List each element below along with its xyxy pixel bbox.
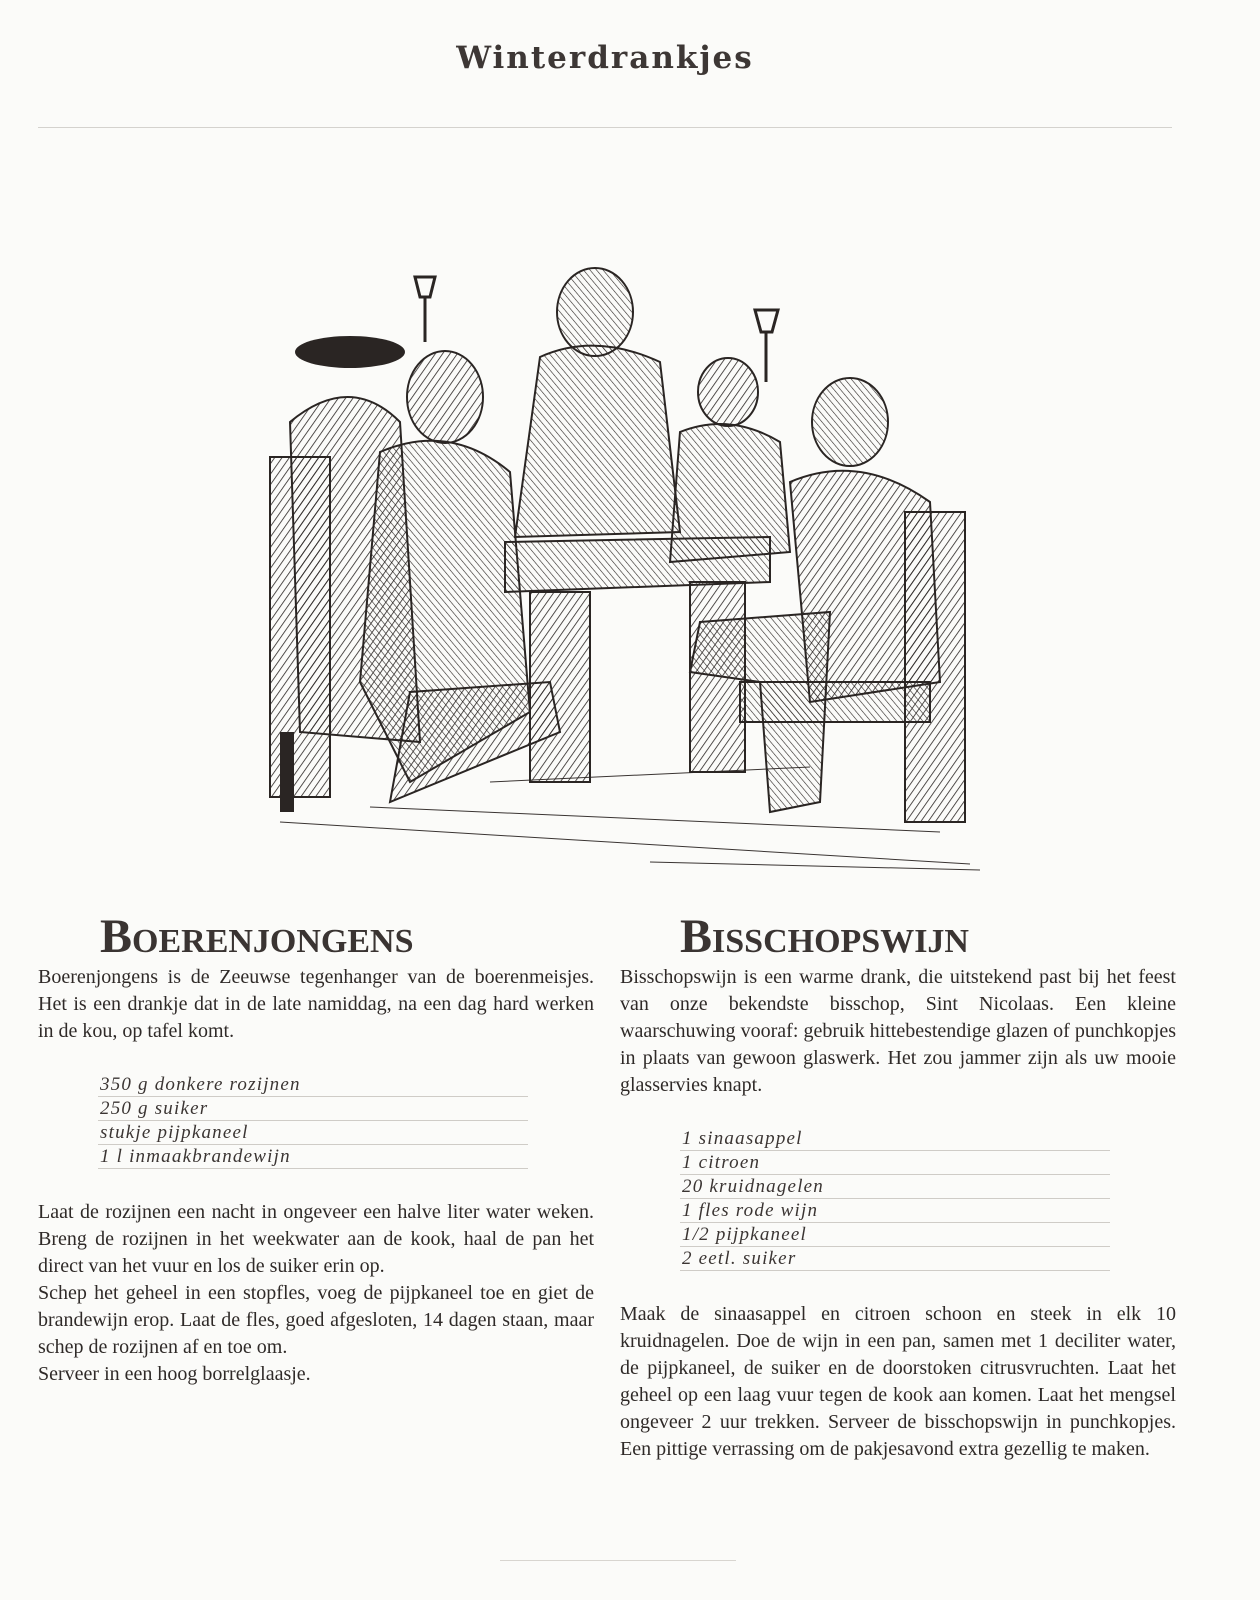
ingredient-item: 350 g donkere rozijnen — [98, 1073, 528, 1097]
recipe-bisschopswijn — [620, 910, 1176, 1463]
recipe-title: Bisschopswijn — [680, 910, 969, 963]
recipe-intro: Boerenjongens is de Zeeuwse tegenhanger van de boerenmeisjes. Het is een drankje dat in de late namiddag, na een dag hard werken in de kou, op tafel komt. — [38, 966, 594, 1042]
recipe-title: Boerenjongens — [100, 910, 414, 963]
ingredient-item: 2 eetl. suiker — [680, 1247, 1110, 1271]
page-title: Winterdrankjes — [456, 40, 754, 76]
recipe-method — [38, 1199, 594, 1388]
ingredient-list — [98, 1073, 528, 1169]
ingredient-list — [680, 1127, 1110, 1271]
ingredient-item: stukje pijpkaneel — [98, 1121, 528, 1145]
method-paragraph: Maak de sinaasappel en citroen schoon en steek in elk 10 kruidnagelen. Doe de wijn in een pan, samen met 1 deciliter water, de pijpkaneel, de suiker en de doorstoken citrusvruchten. Laat het geheel op een laag vuur tegen de kook aan komen. Laat het mengsel ongeveer 2 uur trekken. Serveer de bisschopswijn in punchkopjes. Een pittige verrassing om de pakjesavond extra gezellig te maken. — [620, 1303, 1176, 1460]
recipe-boerenjongens — [38, 910, 594, 1388]
method-paragraph: Serveer in een hoog borrelglaasje. — [38, 1363, 311, 1385]
ingredient-item: 20 kruidnagelen — [680, 1175, 1110, 1199]
ingredient-item: 1 l inmaakbrandewijn — [98, 1145, 528, 1169]
ingredient-item: 1/2 pijpkaneel — [680, 1223, 1110, 1247]
recipe-intro: Bisschopswijn is een warme drank, die uitstekend past bij het feest van onze bekendste bisschop, Sint Nicolaas. Een kleine waarschuwing vooraf: gebruik hittebestendige glazen of punchkopjes in plaats van gewoon glaswerk. Het zou jammer zijn als uw mooie glasservies knapt. — [620, 966, 1176, 1096]
method-paragraph: Laat de rozijnen een nacht in ongeveer een halve liter water weken. Breng de rozijnen in het weekwater aan de kook, haal de pan het direct van het vuur en los de suiker erin op. — [38, 1201, 594, 1277]
tavern-drinkers-illustration — [250, 262, 990, 872]
ingredient-item: 250 g suiker — [98, 1097, 528, 1121]
top-divider — [38, 127, 1172, 128]
ingredient-item: 1 citroen — [680, 1151, 1110, 1175]
recipe-method — [620, 1301, 1176, 1463]
ingredient-item: 1 sinaasappel — [680, 1127, 1110, 1151]
bottom-divider — [500, 1560, 736, 1561]
ingredient-item: 1 fles rode wijn — [680, 1199, 1110, 1223]
method-paragraph: Schep het geheel in een stopfles, voeg de pijpkaneel toe en giet de brandewijn erop. Laat de fles, goed afgesloten, 14 dagen staan, maar schep de rozijnen af en toe om. — [38, 1282, 594, 1358]
